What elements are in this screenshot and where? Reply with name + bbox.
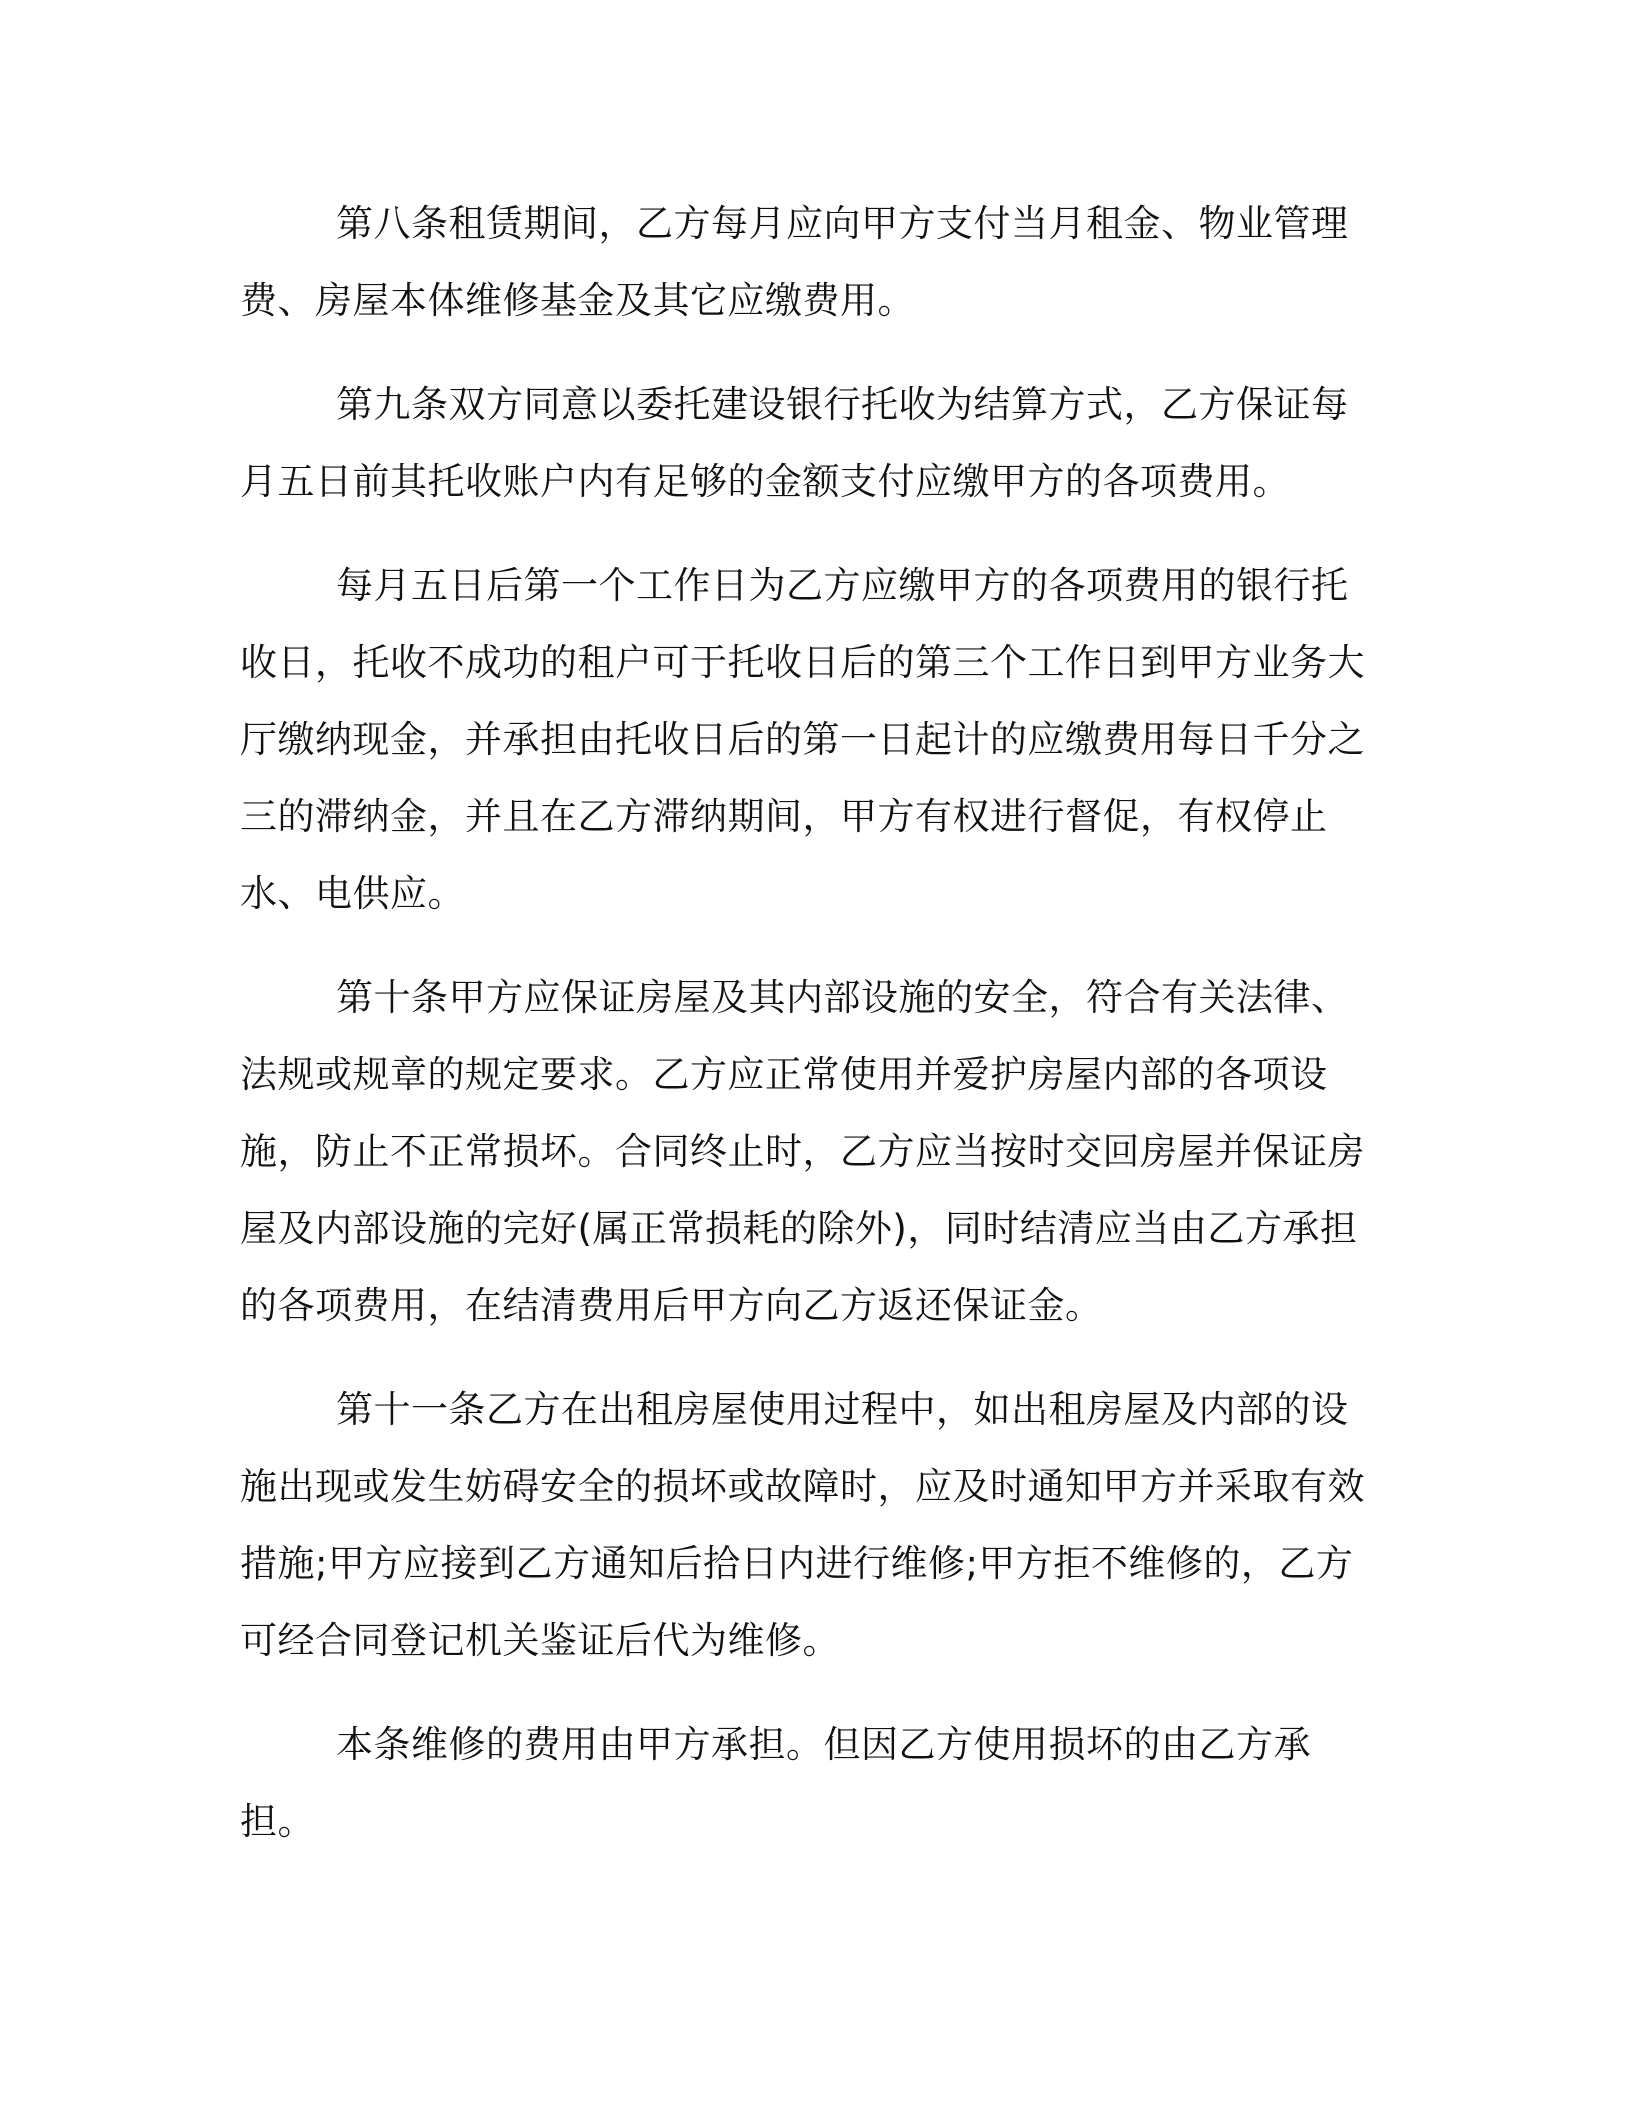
- paragraph-article-11: 第十一条乙方在出租房屋使用过程中，如出租房屋及内部的设施出现或发生妨碍安全的损坏或故障时，应及时通知甲方并采取有效措施;甲方应接到乙方通知后拾日内进行维修;甲方拒不维修的，乙方可经合同登记机关鉴证后代为维修。: [240, 1388, 1365, 1662]
- document-body: [240, 185, 1380, 1860]
- paragraph-article-8: 第八条租赁期间，乙方每月应向甲方支付当月租金、物业管理费、房屋本体维修基金及其它应缴费用。: [240, 202, 1349, 322]
- paragraph-article-10: 第十条甲方应保证房屋及其内部设施的安全，符合有关法律、法规或规章的规定要求。乙方应正常使用并爱护房屋内部的各项设施，防止不正常损坏。合同终止时，乙方应当按时交回房屋并保证房屋及内部设施的完好(属正常损耗的除外)，同时结清应当由乙方承担的各项费用，在结清费用后甲方向乙方返还保证金。: [240, 976, 1365, 1327]
- paragraph-collection-terms: 每月五日后第一个工作日为乙方应缴甲方的各项费用的银行托收日，托收不成功的租户可于托收日后的第三个工作日到甲方业务大厅缴纳现金，并承担由托收日后的第一日起计的应缴费用每日千分之三的滞纳金，并且在乙方滞纳期间，甲方有权进行督促，有权停止水、电供应。: [240, 564, 1365, 915]
- paragraph-repair-costs: 本条维修的费用由甲方承担。但因乙方使用损坏的由乙方承担。: [240, 1723, 1311, 1843]
- paragraph-article-9: 第九条双方同意以委托建设银行托收为结算方式，乙方保证每月五日前其托收账户内有足够的金额支付应缴甲方的各项费用。: [240, 383, 1349, 503]
